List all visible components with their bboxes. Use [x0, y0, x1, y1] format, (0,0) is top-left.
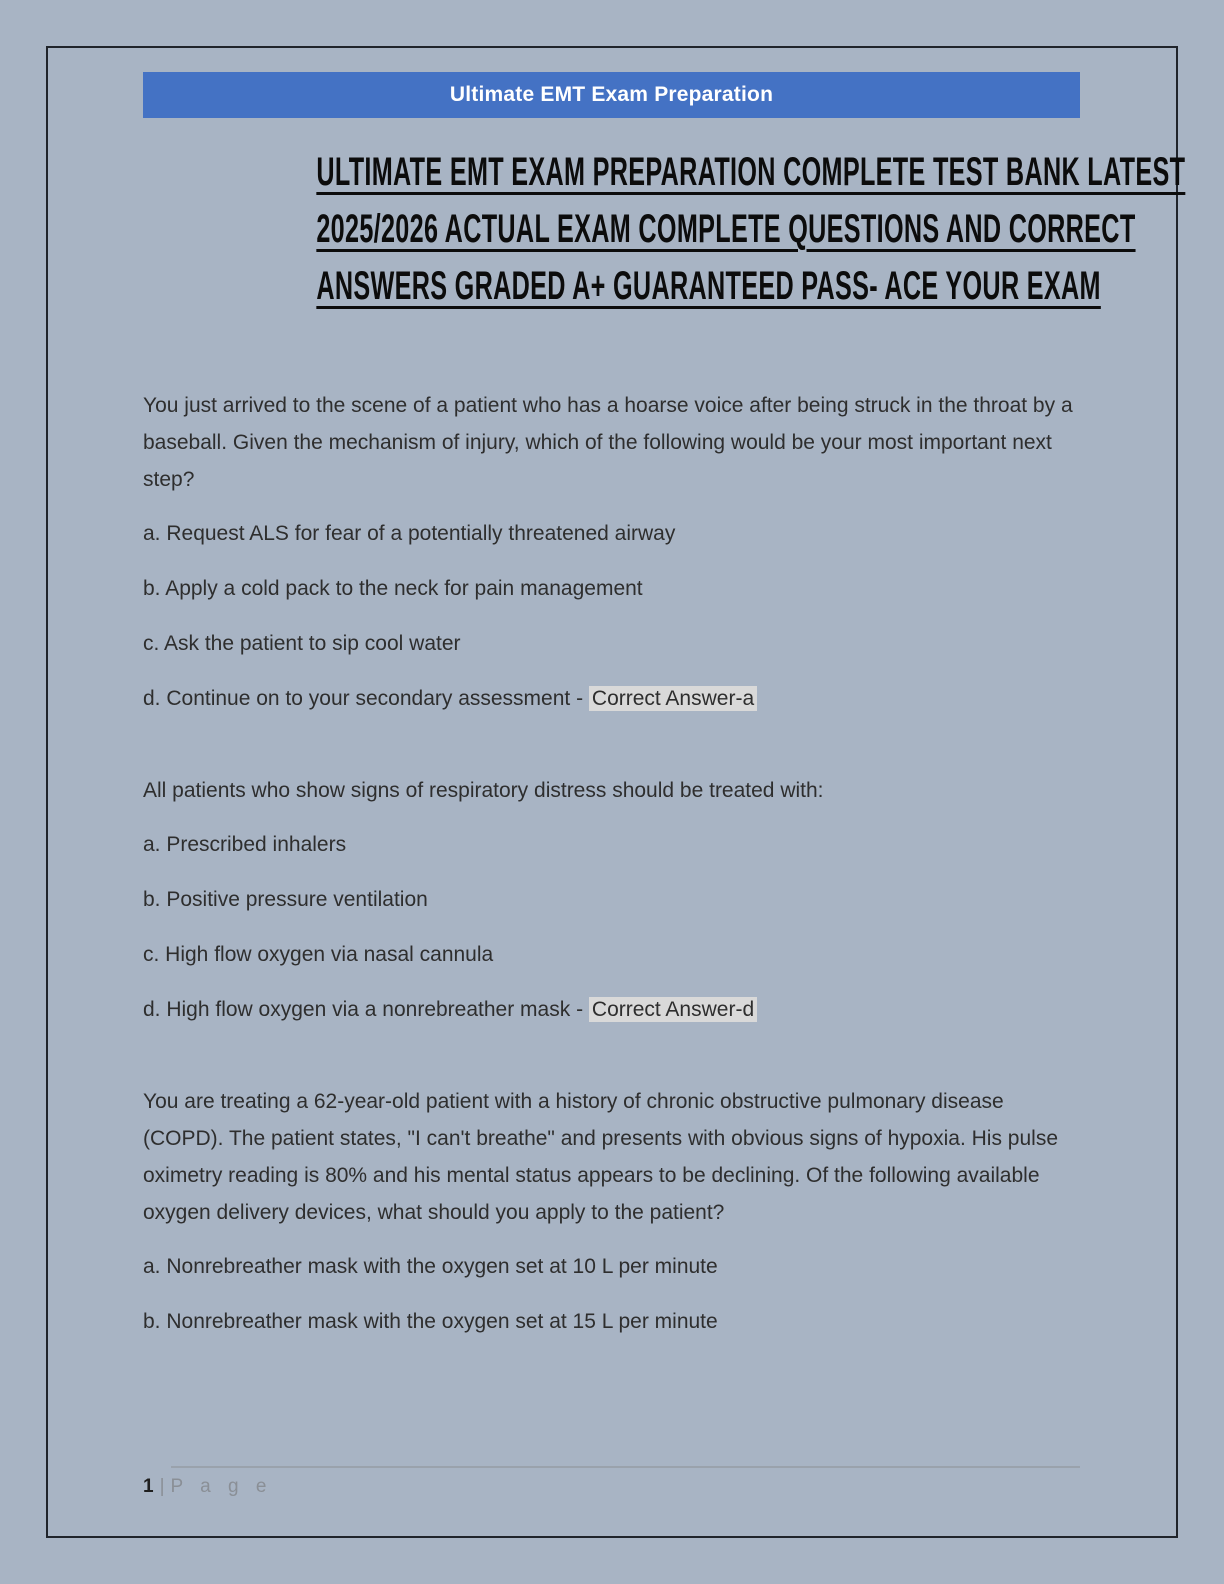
- footer-page-label: P a g e: [170, 1476, 273, 1497]
- option-text: b. Apply a cold pack to the neck for pain management: [143, 577, 643, 600]
- banner-title: Ultimate EMT Exam Preparation: [449, 83, 774, 106]
- option-text: d. Continue on to your secondary assessment -: [143, 687, 589, 710]
- answer-option: [143, 680, 1080, 717]
- answer-option: [143, 570, 1080, 607]
- page-footer: [143, 1466, 1080, 1498]
- question-stem: All patients who show signs of respiratory distress should be treated with:: [143, 779, 824, 802]
- page-number: 1: [143, 1476, 154, 1497]
- correct-answer-highlight: Correct Answer-a: [589, 686, 757, 711]
- heading-line-2: 2025/2026 ACTUAL EXAM COMPLETE QUESTIONS AND CORRECT: [316, 207, 1136, 251]
- answer-option: [143, 1248, 1080, 1285]
- document-page: [46, 46, 1186, 1538]
- footer-separator: |: [159, 1476, 165, 1497]
- answer-option: [143, 936, 1080, 973]
- answer-option: [143, 826, 1080, 863]
- option-text: d. High flow oxygen via a nonrebreather mask -: [143, 998, 589, 1021]
- heading-line-3: ANSWERS GRADED A+ GUARANTEED PASS- ACE YOUR EXAM: [316, 264, 1101, 308]
- question-block-2: [143, 772, 1080, 1028]
- option-text: c. Ask the patient to sip cool water: [143, 632, 461, 655]
- footer-divider: [171, 1466, 1080, 1468]
- correct-answer-highlight: Correct Answer-d: [589, 997, 757, 1022]
- document-body: [143, 387, 1080, 1340]
- footer-text: [143, 1476, 1080, 1498]
- question-block-3: [143, 1083, 1080, 1340]
- option-text: a. Request ALS for fear of a potentially threatened airway: [143, 522, 676, 545]
- question-block-1: [143, 387, 1080, 717]
- main-heading: [143, 144, 1186, 315]
- answer-option: [143, 515, 1080, 552]
- answer-option: [143, 881, 1080, 918]
- question-stem: You just arrived to the scene of a patient who has a hoarse voice after being struck in the throat by a baseball. Given the mechanism of injury, which of the following would be your most important next step?: [143, 394, 1073, 491]
- page-content: [143, 48, 1186, 1395]
- option-text: c. High flow oxygen via nasal cannula: [143, 943, 494, 966]
- title-banner: [143, 72, 1080, 118]
- answer-option: [143, 625, 1080, 662]
- answer-option: [143, 1303, 1080, 1340]
- option-text: a. Prescribed inhalers: [143, 833, 347, 856]
- heading-line-1: ULTIMATE EMT EXAM PREPARATION COMPLETE TEST BANK LATEST: [316, 150, 1186, 194]
- answer-option: [143, 991, 1080, 1028]
- option-text: a. Nonrebreather mask with the oxygen set at 10 L per minute: [143, 1255, 718, 1278]
- question-stem: You are treating a 62-year-old patient with a history of chronic obstructive pulmonary disease (COPD). The patient states, "I can't breathe" and presents with obvious signs of hypoxia. His pulse oximetry reading is 80% and his mental status appears to be declining. Of the following available oxygen delivery devices, what should you apply to the patient?: [143, 1090, 1058, 1224]
- option-text: b. Nonrebreather mask with the oxygen set at 15 L per minute: [143, 1310, 718, 1333]
- option-text: b. Positive pressure ventilation: [143, 888, 428, 911]
